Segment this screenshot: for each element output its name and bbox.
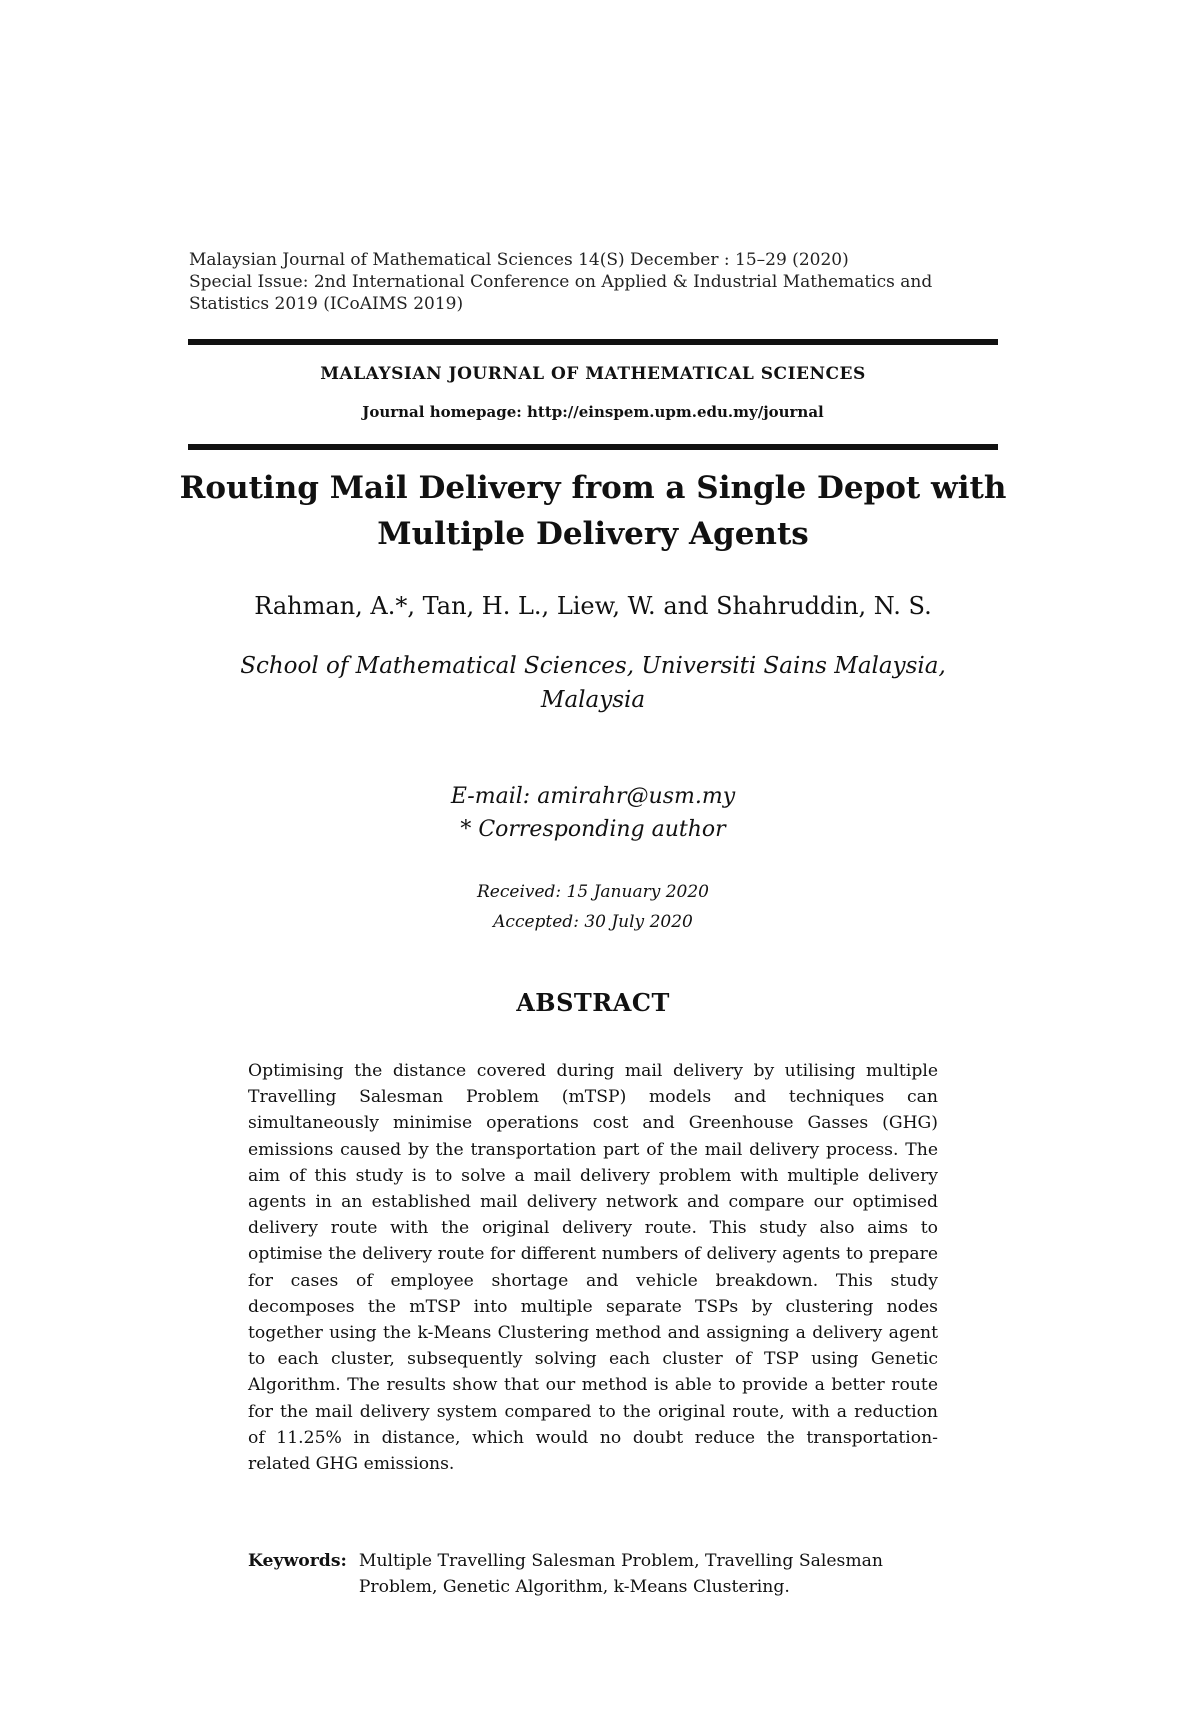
- abstract-heading: ABSTRACT: [516, 988, 670, 1017]
- journal-meta-line-2: Special Issue: 2nd International Conference on Applied & Industrial Mathematics and Statistics 2019 (ICoAIMS 2019): [189, 272, 933, 314]
- paper-title: [160, 465, 1026, 557]
- received-date: Received: 15 January 2020: [477, 882, 709, 902]
- submission-dates: [200, 877, 986, 937]
- top-rule: [188, 339, 998, 345]
- bottom-rule: [188, 444, 998, 450]
- accepted-date: Accepted: 30 July 2020: [493, 912, 693, 932]
- keywords-text: Multiple Travelling Salesman Problem, Travelling Salesman Problem, Genetic Algorithm, k-Means Clustering.: [358, 1551, 883, 1598]
- paper-affiliation: [200, 649, 986, 717]
- keywords-label: Keywords:: [248, 1551, 347, 1571]
- paper-title-line-1: Routing Mail Delivery from a Single Depot with: [179, 470, 1007, 506]
- contact-info: [200, 780, 986, 846]
- affiliation-line-1: School of Mathematical Sciences, Universiti Sains Malaysia,: [240, 653, 946, 679]
- journal-homepage: Journal homepage: http://einspem.upm.edu.my/journal: [362, 403, 824, 421]
- journal-meta-line-1: Malaysian Journal of Mathematical Sciences 14(S) December : 15–29 (2020): [189, 250, 849, 270]
- author-email: E-mail: amirahr@usm.my: [450, 784, 736, 809]
- corresponding-author-note: * Corresponding author: [460, 817, 726, 842]
- paper-authors: Rahman, A.*, Tan, H. L., Liew, W. and Shahruddin, N. S.: [254, 592, 932, 620]
- journal-name: MALAYSIAN JOURNAL OF MATHEMATICAL SCIENCES: [320, 364, 866, 384]
- journal-meta: [189, 249, 1009, 315]
- paper-title-line-2: Multiple Delivery Agents: [377, 516, 809, 552]
- affiliation-line-2: Malaysia: [540, 687, 646, 713]
- abstract-text: Optimising the distance covered during mail delivery by utilising multiple Travelling Salesman Problem (mTSP) models and techniques can simultaneously minimise operations cost and Greenhouse Gasses (GHG) emissions caused by the transportation part of the mail delivery process. The aim of this study is to solve a mail delivery problem with multiple delivery agents in an established mail delivery network and compare our optimised delivery route with the original delivery route. This study also aims to optimise the delivery route for different numbers of delivery agents to prepare for cases of employee shortage and vehicle breakdown. This study decomposes the mTSP into multiple separate TSPs by clustering nodes together using the k-Means Clustering method and assigning a delivery agent to each cluster, subsequently solving each cluster of TSP using Genetic Algorithm. The results show that our method is able to provide a better route for the mail delivery system compared to the original route, with a reduction of 11.25% in distance, which would no doubt reduce the transportation-related GHG emissions.: [248, 1061, 938, 1475]
- keywords-section: [248, 1548, 938, 1600]
